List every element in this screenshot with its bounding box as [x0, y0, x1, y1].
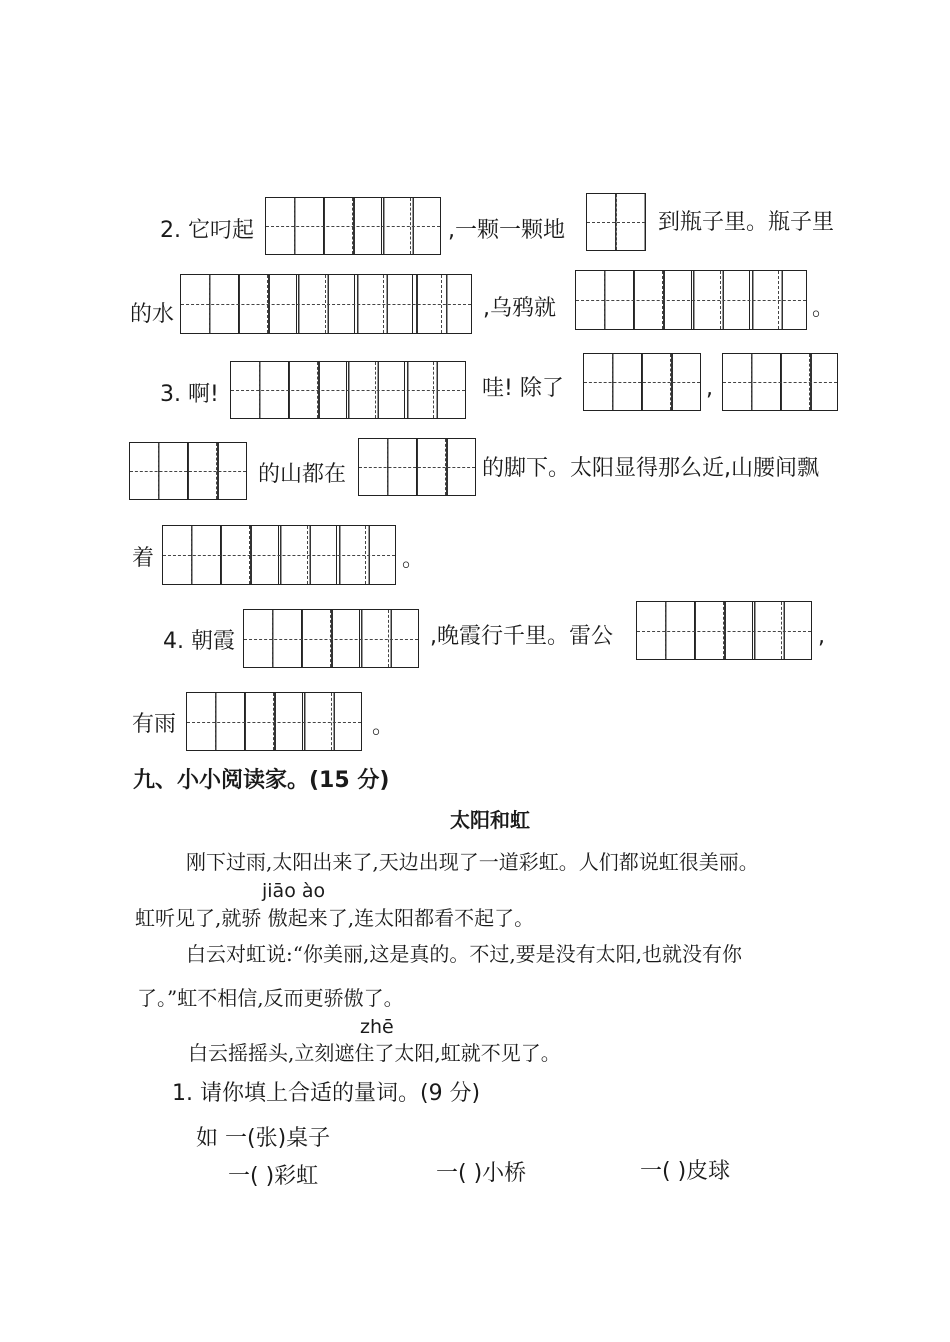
pinyin-annotation: zhē [360, 1016, 394, 1038]
answer-grid[interactable] [722, 353, 838, 411]
q2-line2-a: 的水 [130, 302, 175, 327]
measure-word-blank-3[interactable]: 一( )皮球 [640, 1159, 731, 1184]
q3-line3-a: 着 [132, 546, 155, 571]
passage-line: 虹听见了,就骄 傲起来了,连太阳都看不起了。 [135, 906, 535, 930]
q2-line2-c: 。 [812, 296, 835, 321]
answer-grid[interactable] [358, 438, 476, 496]
q4-line1-b: ,晚霞行千里。雷公 [430, 624, 613, 649]
answer-grid[interactable] [186, 692, 362, 751]
answer-grid[interactable] [162, 525, 396, 585]
answer-grid[interactable] [243, 609, 419, 668]
q3-line1-c: , [706, 376, 713, 401]
section-heading: 九、小小阅读家。(15 分) [133, 768, 390, 793]
passage-line: 了。”虹不相信,反而更骄傲了。 [137, 986, 404, 1010]
q3-line1-a: 3. 啊! [160, 382, 219, 407]
q4-line1-a: 4. 朝霞 [163, 629, 235, 654]
q3-line1-b: 哇! 除了 [482, 376, 564, 401]
answer-grid[interactable] [129, 442, 247, 500]
q2-line1-b: ,一颗一颗地 [448, 218, 565, 243]
q2-line1-a: 2. 它叼起 [160, 218, 254, 243]
pinyin-annotation: jiāo ào [262, 880, 326, 902]
passage-line: 白云对虹说:“你美丽,这是真的。不过,要是没有太阳,也就没有你 [186, 942, 743, 966]
q2-line1-c: 到瓶子里。瓶子里 [658, 210, 835, 235]
passage-title: 太阳和虹 [450, 808, 530, 832]
q2-line2-b: ,乌鸦就 [483, 296, 556, 321]
q3-line2-b: 的脚下。太阳显得那么近,山腰间飘 [482, 456, 819, 481]
answer-grid[interactable] [265, 197, 441, 255]
q4-line2-a: 有雨 [132, 712, 177, 737]
answer-grid[interactable] [586, 193, 646, 251]
answer-grid[interactable] [575, 270, 807, 330]
answer-grid[interactable] [636, 601, 812, 660]
q4-line2-b: 。 [372, 714, 395, 739]
q3-line2-a: 的山都在 [258, 462, 347, 487]
measure-word-blank-2[interactable]: 一( )小桥 [436, 1161, 527, 1186]
passage-line: 白云摇摇头,立刻遮住了太阳,虹就不见了。 [188, 1041, 561, 1065]
q3-line3-b: 。 [402, 547, 425, 572]
question-1: 1. 请你填上合适的量词。(9 分) [172, 1081, 481, 1106]
measure-word-blank-1[interactable]: 一( )彩虹 [228, 1164, 319, 1189]
answer-grid[interactable] [230, 361, 466, 419]
answer-grid[interactable] [583, 353, 701, 411]
answer-grid[interactable] [180, 274, 472, 334]
example-line: 如 一(张)桌子 [196, 1126, 331, 1151]
q4-line1-c: , [818, 624, 825, 649]
passage-line: 刚下过雨,太阳出来了,天边出现了一道彩虹。人们都说虹很美丽。 [186, 850, 759, 874]
